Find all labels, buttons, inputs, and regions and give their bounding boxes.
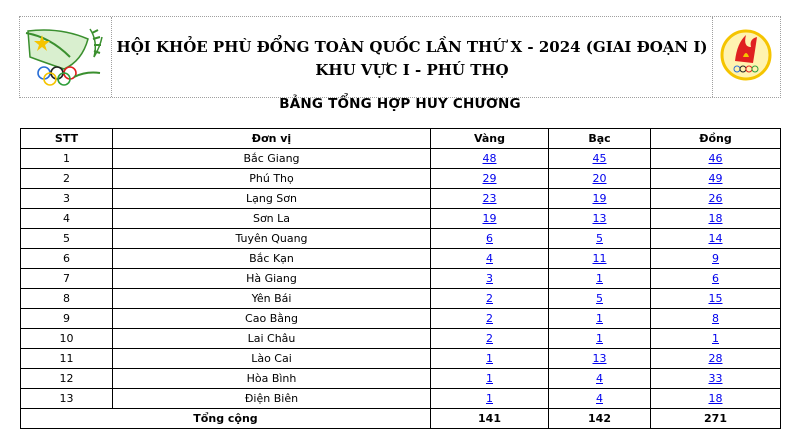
unit-cell: Yên Bái — [113, 289, 431, 309]
event-logo-left — [20, 17, 112, 97]
total-label: Tổng cộng — [21, 409, 431, 429]
gold-count-link[interactable]: 2 — [431, 329, 549, 349]
table-row — [21, 389, 781, 409]
stt-cell: 4 — [21, 209, 113, 229]
bronze-count-link[interactable]: 8 — [651, 309, 781, 329]
table-row — [21, 329, 781, 349]
bronze-count-link[interactable]: 6 — [651, 269, 781, 289]
silver-count-link[interactable]: 5 — [549, 289, 651, 309]
olympic-rings-logo — [20, 17, 110, 97]
bronze-count-link[interactable]: 1 — [651, 329, 781, 349]
games-emblem-icon — [713, 17, 779, 97]
column-header-unit: Đơn vị — [113, 129, 431, 149]
silver-count-link[interactable]: 1 — [549, 309, 651, 329]
bronze-count-link[interactable]: 18 — [651, 389, 781, 409]
table-row — [21, 149, 781, 169]
table-row — [21, 309, 781, 329]
medal-table — [20, 128, 781, 429]
unit-cell: Tuyên Quang — [113, 229, 431, 249]
unit-cell: Lạng Sơn — [113, 189, 431, 209]
unit-cell: Điện Biên — [113, 389, 431, 409]
silver-count-link[interactable]: 13 — [549, 349, 651, 369]
gold-count-link[interactable]: 4 — [431, 249, 549, 269]
stt-cell: 8 — [21, 289, 113, 309]
gold-count-link[interactable]: 2 — [431, 289, 549, 309]
table-row — [21, 349, 781, 369]
total-row — [21, 409, 781, 429]
unit-cell: Hòa Bình — [113, 369, 431, 389]
gold-count-link[interactable]: 29 — [431, 169, 549, 189]
gold-count-link[interactable]: 3 — [431, 269, 549, 289]
event-logo-right — [712, 17, 780, 97]
report-title: BẢNG TỔNG HỢP HUY CHƯƠNG — [279, 96, 521, 112]
bronze-count-link[interactable]: 15 — [651, 289, 781, 309]
table-row — [21, 289, 781, 309]
bronze-count-link[interactable]: 28 — [651, 349, 781, 369]
stt-cell: 10 — [21, 329, 113, 349]
total-gold: 141 — [431, 409, 549, 429]
silver-count-link[interactable]: 1 — [549, 329, 651, 349]
unit-cell: Lai Châu — [113, 329, 431, 349]
unit-cell: Bắc Kạn — [113, 249, 431, 269]
silver-count-link[interactable]: 1 — [549, 269, 651, 289]
gold-count-link[interactable]: 23 — [431, 189, 549, 209]
gold-count-link[interactable]: 48 — [431, 149, 549, 169]
stt-cell: 6 — [21, 249, 113, 269]
silver-count-link[interactable]: 4 — [549, 369, 651, 389]
table-row — [21, 249, 781, 269]
bronze-count-link[interactable]: 9 — [651, 249, 781, 269]
total-bronze: 271 — [651, 409, 781, 429]
stt-cell: 2 — [21, 169, 113, 189]
bronze-count-link[interactable]: 14 — [651, 229, 781, 249]
table-row — [21, 189, 781, 209]
stt-cell: 3 — [21, 189, 113, 209]
stt-cell: 11 — [21, 349, 113, 369]
table-row — [21, 269, 781, 289]
total-silver: 142 — [549, 409, 651, 429]
table-row — [21, 229, 781, 249]
column-header-gold: Vàng — [431, 129, 549, 149]
unit-cell: Phú Thọ — [113, 169, 431, 189]
gold-count-link[interactable]: 1 — [431, 389, 549, 409]
table-row — [21, 169, 781, 189]
column-header-silver: Bạc — [549, 129, 651, 149]
bronze-count-link[interactable]: 46 — [651, 149, 781, 169]
stt-cell: 5 — [21, 229, 113, 249]
silver-count-link[interactable]: 20 — [549, 169, 651, 189]
gold-count-link[interactable]: 1 — [431, 369, 549, 389]
bronze-count-link[interactable]: 49 — [651, 169, 781, 189]
gold-count-link[interactable]: 2 — [431, 309, 549, 329]
event-title-line2: KHU VỰC I - PHÚ THỌ — [315, 61, 509, 79]
table-row — [21, 369, 781, 389]
column-header-bronze: Đồng — [651, 129, 781, 149]
stt-cell: 7 — [21, 269, 113, 289]
bronze-count-link[interactable]: 26 — [651, 189, 781, 209]
stt-cell: 12 — [21, 369, 113, 389]
silver-count-link[interactable]: 13 — [549, 209, 651, 229]
silver-count-link[interactable]: 19 — [549, 189, 651, 209]
event-title-line1: HỘI KHỎE PHÙ ĐỔNG TOÀN QUỐC LẦN THỨ X - 2024 (GIAI ĐOẠN I) — [116, 38, 708, 56]
table-header-row — [21, 129, 781, 149]
bronze-count-link[interactable]: 33 — [651, 369, 781, 389]
gold-count-link[interactable]: 6 — [431, 229, 549, 249]
silver-count-link[interactable]: 5 — [549, 229, 651, 249]
column-header-stt: STT — [21, 129, 113, 149]
bronze-count-link[interactable]: 18 — [651, 209, 781, 229]
unit-cell: Hà Giang — [113, 269, 431, 289]
gold-count-link[interactable]: 1 — [431, 349, 549, 369]
stt-cell: 13 — [21, 389, 113, 409]
stt-cell: 1 — [21, 149, 113, 169]
unit-cell: Cao Bằng — [113, 309, 431, 329]
unit-cell: Lào Cai — [113, 349, 431, 369]
event-header — [19, 16, 781, 98]
table-row — [21, 209, 781, 229]
silver-count-link[interactable]: 11 — [549, 249, 651, 269]
unit-cell: Sơn La — [113, 209, 431, 229]
silver-count-link[interactable]: 4 — [549, 389, 651, 409]
gold-count-link[interactable]: 19 — [431, 209, 549, 229]
silver-count-link[interactable]: 45 — [549, 149, 651, 169]
unit-cell: Bắc Giang — [113, 149, 431, 169]
event-title — [112, 36, 712, 82]
stt-cell: 9 — [21, 309, 113, 329]
